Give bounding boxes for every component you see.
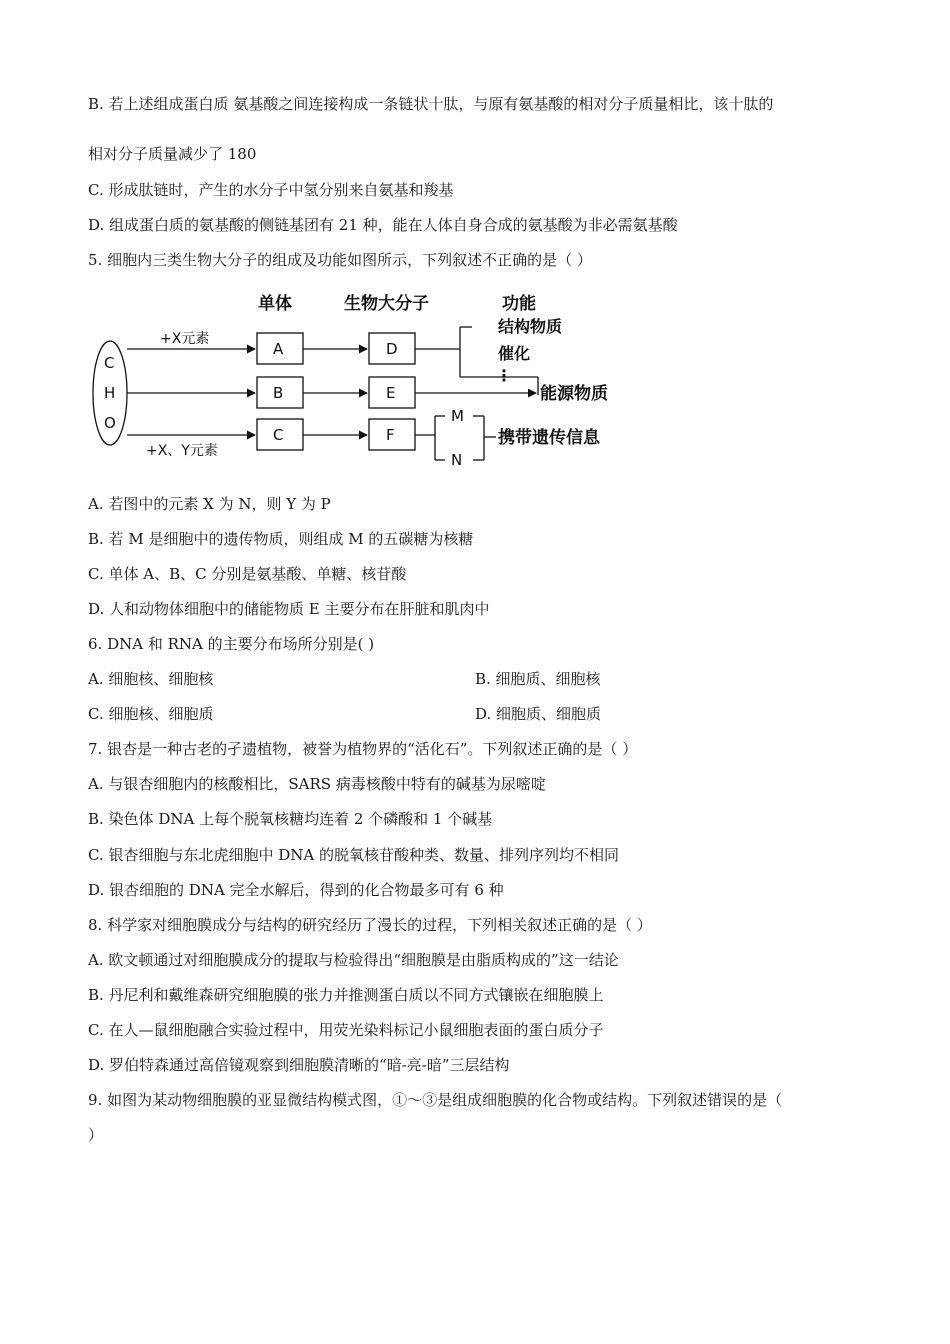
q7-option-d: D. 银杏细胞的 DNA 完全水解后，得到的化合物最多可有 6 种 bbox=[88, 881, 504, 899]
q8-option-d: D. 罗伯特森通过高倍镜观察到细胞膜清晰的“暗-亮-暗”三层结构 bbox=[88, 1056, 510, 1074]
q6-option-c: C. 细胞核、细胞质 bbox=[88, 705, 214, 723]
q4-option-c: C. 形成肽链时，产生的水分子中氢分别来自氨基和羧基 bbox=[88, 181, 454, 199]
macro-e: E bbox=[386, 384, 396, 402]
label-plus-x: +X元素 bbox=[160, 331, 210, 347]
q5-stem: 5. 细胞内三类生物大分子的组成及功能如图所示，下列叙述不正确的是（ ） bbox=[88, 251, 592, 269]
header-function: 功能 bbox=[502, 294, 536, 314]
q5-diagram bbox=[88, 285, 648, 485]
q7-option-a: A. 与银杏细胞内的核酸相比，SARS 病毒核酸中特有的碱基为尿嘧啶 bbox=[88, 775, 546, 793]
macro-f: F bbox=[386, 426, 395, 444]
monomer-b: B bbox=[273, 384, 284, 402]
monomer-a: A bbox=[273, 340, 284, 358]
q5-option-d: D. 人和动物体细胞中的储能物质 E 主要分布在肝脏和肌肉中 bbox=[88, 600, 490, 618]
q8-option-b: B. 丹尼利和戴维森研究细胞膜的张力并推测蛋白质以不同方式镶嵌在细胞膜上 bbox=[88, 986, 604, 1004]
q4-option-b-line2: 相对分子质量减少了 180 bbox=[88, 145, 257, 163]
q8-option-a: A. 欧文顿通过对细胞膜成分的提取与检验得出“细胞膜是由脂质构成的”这一结论 bbox=[88, 951, 619, 969]
q6-option-b: B. 细胞质、细胞核 bbox=[475, 670, 601, 688]
function-structure: 结构物质 bbox=[498, 317, 563, 336]
q6-option-a: A. 细胞核、细胞核 bbox=[88, 670, 214, 688]
q5-option-b: B. 若 M 是细胞中的遗传物质，则组成 M 的五碳糖为核糖 bbox=[88, 530, 474, 548]
q4-option-d: D. 组成蛋白质的氨基酸的侧链基团有 21 种，能在人体自身合成的氨基酸为非必需氨基酸 bbox=[88, 216, 678, 234]
function-ellipsis: ⋮ bbox=[496, 366, 512, 385]
q8-option-c: C. 在人—鼠细胞融合实验过程中，用荧光染料标记小鼠细胞表面的蛋白质分子 bbox=[88, 1021, 604, 1039]
biomolecule-flow-diagram bbox=[88, 285, 648, 485]
function-catalysis: 催化 bbox=[498, 344, 531, 363]
branch-m: M bbox=[451, 407, 464, 425]
q7-option-b: B. 染色体 DNA 上每个脱氧核糖均连着 2 个磷酸和 1 个碱基 bbox=[88, 810, 493, 828]
q5-option-c: C. 单体 A、B、C 分别是氨基酸、单糖、核苷酸 bbox=[88, 565, 407, 583]
q8-stem: 8. 科学家对细胞膜成分与结构的研究经历了漫长的过程，下列相关叙述正确的是（ ） bbox=[88, 916, 652, 934]
q7-option-c: C. 银杏细胞与东北虎细胞中 DNA 的脱氧核苷酸种类、数量、排列序列均不相同 bbox=[88, 846, 620, 864]
q4-option-b-line1: B. 若上述组成蛋白质 氨基酸之间连接构成一条链状十肽，与原有氨基酸的相对分子质量相比，该十肽的 bbox=[88, 95, 774, 113]
q7-stem: 7. 银杏是一种古老的孑遗植物，被誉为植物界的“活化石”。下列叙述正确的是（ ） bbox=[88, 740, 638, 758]
header-monomer: 单体 bbox=[258, 294, 292, 314]
function-energy: 能源物质 bbox=[540, 384, 608, 404]
element-h: H bbox=[104, 384, 116, 402]
q9-stem-line1: 9. 如图为某动物细胞膜的亚显微结构模式图，①～③是组成细胞膜的化合物或结构。下列叙述错误的是（ bbox=[88, 1091, 783, 1109]
element-c: C bbox=[104, 354, 115, 372]
q9-stem-line2: ） bbox=[88, 1126, 104, 1144]
label-plus-xy: +X、Y元素 bbox=[146, 443, 218, 459]
header-macromolecule: 生物大分子 bbox=[344, 294, 429, 314]
monomer-c: C bbox=[273, 426, 284, 444]
element-o: O bbox=[104, 414, 116, 432]
function-genetic-info: 携带遗传信息 bbox=[498, 428, 600, 448]
branch-n: N bbox=[451, 451, 463, 469]
q6-stem: 6. DNA 和 RNA 的主要分布场所分别是( ) bbox=[88, 635, 375, 653]
q5-option-a: A. 若图中的元素 X 为 N，则 Y 为 P bbox=[88, 495, 331, 513]
q6-option-d: D. 细胞质、细胞质 bbox=[475, 705, 602, 723]
macro-d: D bbox=[386, 340, 398, 358]
